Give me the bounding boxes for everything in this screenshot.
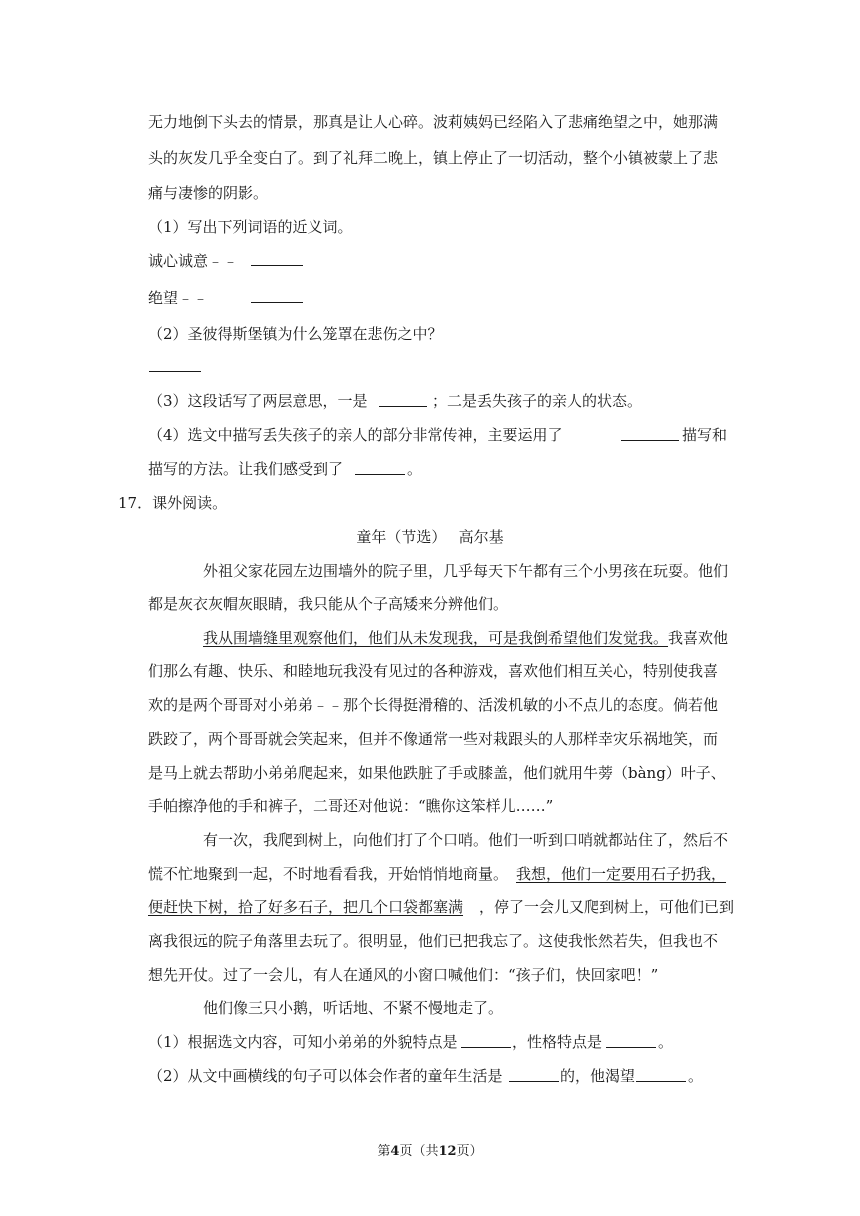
underlined-sentence: 便赶快下树，拾了好多石子，把几个口袋都塞满 [148,898,464,916]
article-title: 童年（节选） 高尔基 [356,528,504,546]
answer-blank[interactable] [149,371,201,372]
document-page: 无力地倒下头去的情景，那真是让人心碎。波莉姨妈已经陷入了悲痛绝望之中，她那满 头的灰发几乎全变白了。到了礼拜二晚上，镇上停止了一切活动，整个小镇被蒙上了悲 痛与凄惨的阴影。 （1）写出下列词语的近义词。 诚心诚意﹣﹣ 绝望﹣﹣ （2）圣彼得斯堡镇为什么笼罩在悲伤之中？ （3）这段话写了两层意思，一是 ；二是丢失孩子的亲人的状态。 （4）选文中描写丢失孩子的亲人的部分非常传神，主要运用了 描写和 描写的方法。让我们感受到了 。 17．课外阅读。 童年（节选） 高尔基 外祖父家花园左边围墙外的院子里，几乎每天下午都有三个小男孩在玩耍。他们 都是灰衣灰帽灰眼睛，我只能从个子高矮来分辨他们。 我从围墙缝里观察他们，他们从未发现我，可是我倒希望他们发觉我。 我喜欢他 们那么有趣、快乐、和睦地玩我没有见过的各种游戏，喜欢他们相互关心，特别使我喜 欢的是两个哥哥对小弟弟﹣﹣那个长得挺滑稽的、活泼机敏的小不点儿的态度。倘若他 跌跤了，两个哥哥就会笑起来，但并不像通常一些对栽跟头的人那样幸灾乐祸地笑，而 是马上就去帮助小弟弟爬起来，如果他跌脏了手或膝盖，他们就用牛蒡（bàng）叶子、 手帕擦净他的手和裤子，二哥还对他说：“瞧你这笨样儿……” 有一次，我爬到树上，向他们打了个口哨。他们一听到口哨就都站住了，然后不 慌不忙地聚到一起，不时地看看我，开始悄悄地商量。 我想，他们一定要用石子扔我， 便赶快下树，拾了好多石子，把几个口袋都塞满 ，停了一会儿又爬到树上，可他们已到 离我很远的院子角落里去玩了。很明显，他们已把我忘了。这使我怅然若失，但我也不 想先开仗。过了一会儿，有人在通风的小窗口喊他们：“孩子们，快回家吧！” 他们像三只小鹅，听话地、不紧不慢地走了。 （1）根据选文内容，可知小弟弟的外貌特点是 ，性格特点是 。 （2）从文中画横线的句子可以体会作者的童年生活是 的，他渴望 。 第4页（共12页） [0,0,860,1216]
answer-blank[interactable] [379,406,427,407]
answer-blank[interactable] [636,1081,686,1082]
page-number: 4 [390,1144,400,1159]
underlined-sentence: 我想，他们一定要用石子扔我， [516,865,727,883]
answer-blank[interactable] [606,1047,656,1048]
page-footer: 第4页（共12页） [377,1144,483,1159]
answer-blank[interactable] [621,440,679,441]
answer-blank[interactable] [251,302,303,303]
total-pages: 12 [438,1144,457,1159]
answer-blank[interactable] [509,1081,559,1082]
underlined-sentence: 我从围墙缝里观察他们，他们从未发现我，可是我倒希望他们发觉我。 [203,629,669,647]
answer-blank[interactable] [355,474,405,475]
answer-blank[interactable] [461,1047,511,1048]
answer-blank[interactable] [251,265,303,266]
